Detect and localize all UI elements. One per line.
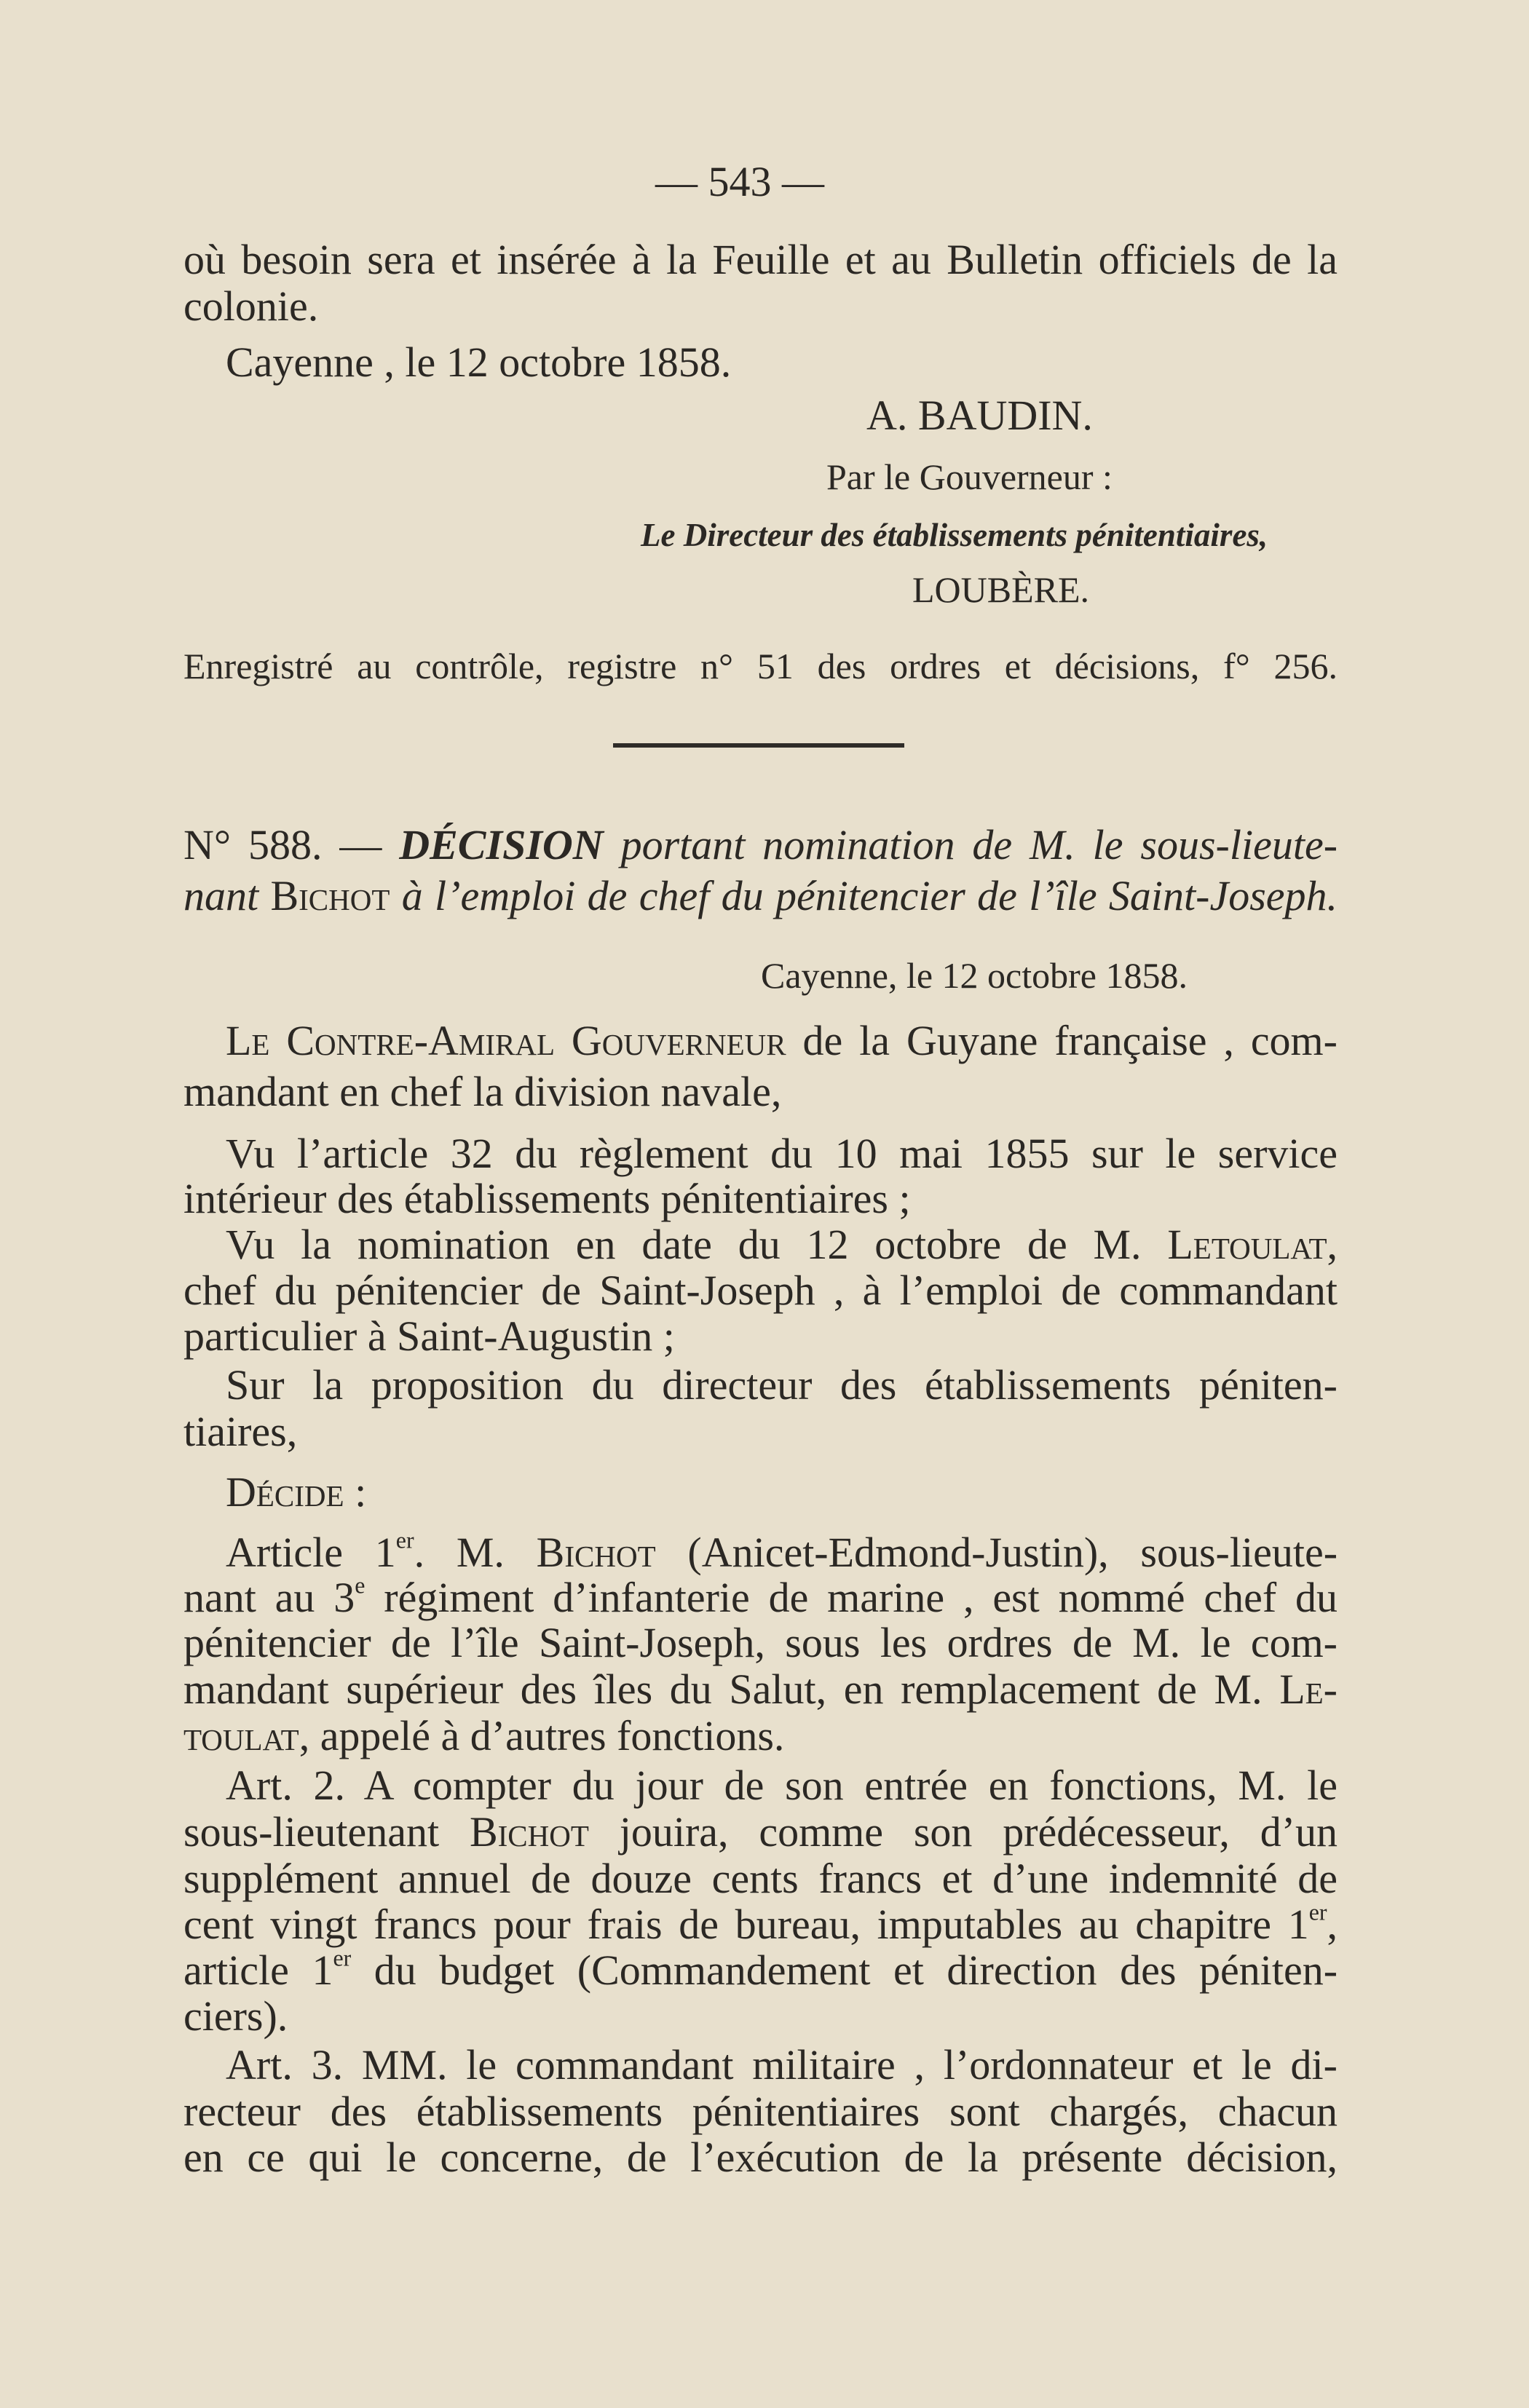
article-2-line: [183, 1807, 1338, 1858]
article-1-line: [183, 1572, 1338, 1623]
vu-line: [226, 1219, 1338, 1270]
article-1-line: [226, 1527, 1338, 1578]
text-line: où besoin sera et insérée à la Feuille et au Bulletin officiels de la: [183, 236, 1338, 283]
article-text: , appelé à d’autres fonctions.: [299, 1712, 785, 1759]
superscript: e: [355, 1572, 366, 1599]
article-text: mandant supérieur des îles du Salut, en remplacement de M.: [183, 1666, 1263, 1713]
authority-title: Le Contre-Amiral Gouverneur: [226, 1017, 786, 1064]
person-name: Bichot: [270, 872, 390, 919]
person-name: toulat: [183, 1712, 299, 1759]
sur-line: tiaires,: [183, 1408, 298, 1455]
date-line: Cayenne , le 12 octobre 1858.: [226, 338, 732, 386]
article-text: nant au 3: [183, 1574, 355, 1621]
vu-line: intérieur des établissements pénitentiaires ;: [183, 1175, 911, 1222]
article-2-line: supplément annuel de douze cents francs et d’une indemnité de: [183, 1855, 1338, 1902]
decide-heading: Décide :: [226, 1468, 367, 1516]
article-3-line: recteur des établissements pénitentiaires sont chargés, chacun: [183, 2088, 1338, 2135]
person-name: Letoulat: [1167, 1221, 1327, 1268]
place-date-line: Cayenne, le 12 octobre 1858.: [761, 955, 1188, 996]
article-text: sous-lieutenant: [183, 1808, 440, 1855]
section-divider: [613, 743, 904, 748]
article-2-line: [183, 1899, 1338, 1950]
superscript: er: [333, 1945, 352, 1971]
decision-title-line: [183, 871, 1338, 922]
article-3-line: en ce qui le concerne, de l’exécution de la présente décision,: [183, 2134, 1338, 2181]
preamble-line: [226, 1015, 1338, 1066]
decision-keyword: DÉCISION: [399, 821, 604, 868]
article-3-line: Art. 3. MM. le commandant militaire , l’ordonnateur et le di-: [226, 2041, 1338, 2088]
vu-text: Vu la nomination en date du 12 octobre de M.: [226, 1221, 1142, 1268]
director-name: LOUBÈRE.: [912, 569, 1090, 610]
article-text: ,: [1327, 1901, 1338, 1948]
article-1-line: [183, 1664, 1338, 1715]
decision-title-text: nant: [183, 872, 259, 919]
article-text: jouira, comme son prédécesseur, d’un: [619, 1808, 1338, 1855]
sur-line: Sur la proposition du directeur des établissements péniten-: [226, 1361, 1338, 1409]
vu-text: ,: [1327, 1221, 1338, 1268]
article-2-line: ciers).: [183, 1992, 288, 2040]
decision-title-text: portant nomination de M. le sous-lieute-: [620, 821, 1338, 868]
article-text: article 1: [183, 1946, 333, 1994]
article-2-line: Art. 2. A compter du jour de son entrée en fonctions, M. le: [226, 1762, 1338, 1809]
decision-title-text: à l’emploi de chef du pénitencier de l’île Saint-Joseph.: [401, 872, 1338, 919]
preamble-text: de la Guyane française , com-: [802, 1017, 1338, 1064]
preamble-line: mandant en chef la division navale,: [183, 1068, 782, 1115]
person-name: Bichot: [469, 1808, 589, 1855]
person-name: Le-: [1279, 1666, 1338, 1713]
vu-line: particulier à Saint-Augustin ;: [183, 1312, 675, 1360]
article-text: Article 1: [226, 1529, 396, 1576]
person-name: Bichot: [536, 1529, 656, 1576]
vu-line: chef du pénitencier de Saint-Joseph , à l’emploi de commandant: [183, 1267, 1338, 1314]
page-number: — 543 —: [655, 158, 824, 205]
article-text: (Anicet-Edmond-Justin), sous-lieute-: [687, 1529, 1338, 1576]
article-text: . M.: [414, 1529, 505, 1576]
director-title: Le Directeur des établissements pénitentiaires,: [641, 517, 1268, 553]
superscript: er: [395, 1527, 414, 1553]
vu-line: Vu l’article 32 du règlement du 10 mai 1855 sur le service: [226, 1130, 1338, 1177]
article-2-line: [183, 1945, 1338, 1996]
text-line: colonie.: [183, 282, 319, 330]
signature-name: A. BAUDIN.: [866, 392, 1093, 439]
superscript: er: [1308, 1899, 1327, 1925]
article-text: cent vingt francs pour frais de bureau, imputables au chapitre 1: [183, 1901, 1309, 1948]
article-text: régiment d’infanterie de marine , est nommé chef du: [384, 1574, 1338, 1621]
decision-number: N° 588. —: [183, 821, 382, 868]
registration-line: Enregistré au contrôle, registre n° 51 des ordres et décisions, f° 256.: [183, 646, 1338, 686]
article-1-line: pénitencier de l’île Saint-Joseph, sous les ordres de M. le com-: [183, 1619, 1338, 1666]
decision-title-line: [183, 820, 1338, 871]
article-1-line: [183, 1711, 784, 1762]
by-governor-line: Par le Gouverneur :: [826, 456, 1113, 497]
article-text: du budget (Commandement et direction des péniten-: [374, 1946, 1338, 1994]
